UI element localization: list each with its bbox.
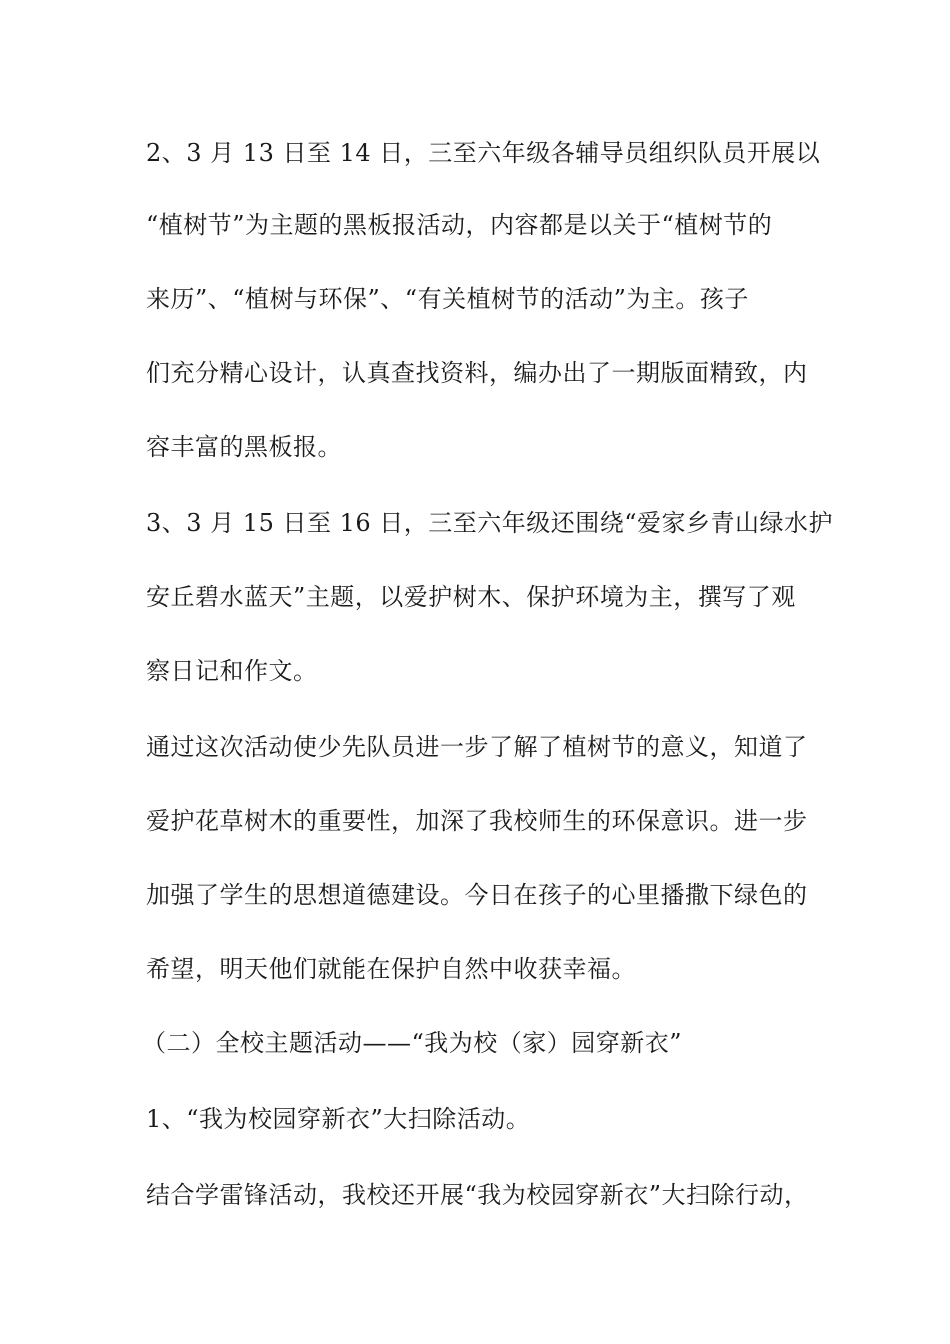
paragraph-2-line-1: 3、3 月 15 日至 16 日，三至六年级还围绕“爱家乡青山绿水护 (146, 509, 834, 537)
paragraph-3-line-4: 希望，明天他们就能在保护自然中收获幸福。 (146, 955, 636, 983)
paragraph-2-line-3: 察日记和作文。 (146, 657, 318, 685)
paragraph-3-line-2: 爱护花草树木的重要性，加深了我校师生的环保意识。进一步 (146, 807, 808, 835)
item-heading: 1、“我为校园穿新衣”大扫除活动。 (146, 1105, 531, 1133)
paragraph-3-line-3: 加强了学生的思想道德建设。今日在孩子的心里播撒下绿色的 (146, 881, 808, 909)
paragraph-1-line-2: “植树节”为主题的黑板报活动，内容都是以关于“植树节的 (146, 211, 773, 239)
paragraph-1-line-1: 2、3 月 13 日至 14 日，三至六年级各辅导员组织队员开展以 (146, 139, 821, 167)
paragraph-1-line-3: 来历”、“植树与环保”、“有关植树节的活动”为主。孩子 (146, 285, 749, 313)
paragraph-1-line-4: 们充分精心设计，认真查找资料，编办出了一期版面精致，内 (146, 359, 808, 387)
paragraph-2-line-2: 安丘碧水蓝天”主题，以爱护树木、保护环境为主，撰写了观 (146, 583, 796, 611)
paragraph-4-line-1: 结合学雷锋活动，我校还开展“我为校园穿新衣”大扫除行动， (146, 1181, 809, 1209)
section-heading: （二）全校主题活动——“我为校（家）园穿新衣” (142, 1029, 683, 1057)
paragraph-1-line-5: 容丰富的黑板报。 (146, 433, 342, 461)
paragraph-3-line-1: 通过这次活动使少先队员进一步了解了植树节的意义，知道了 (146, 733, 808, 761)
